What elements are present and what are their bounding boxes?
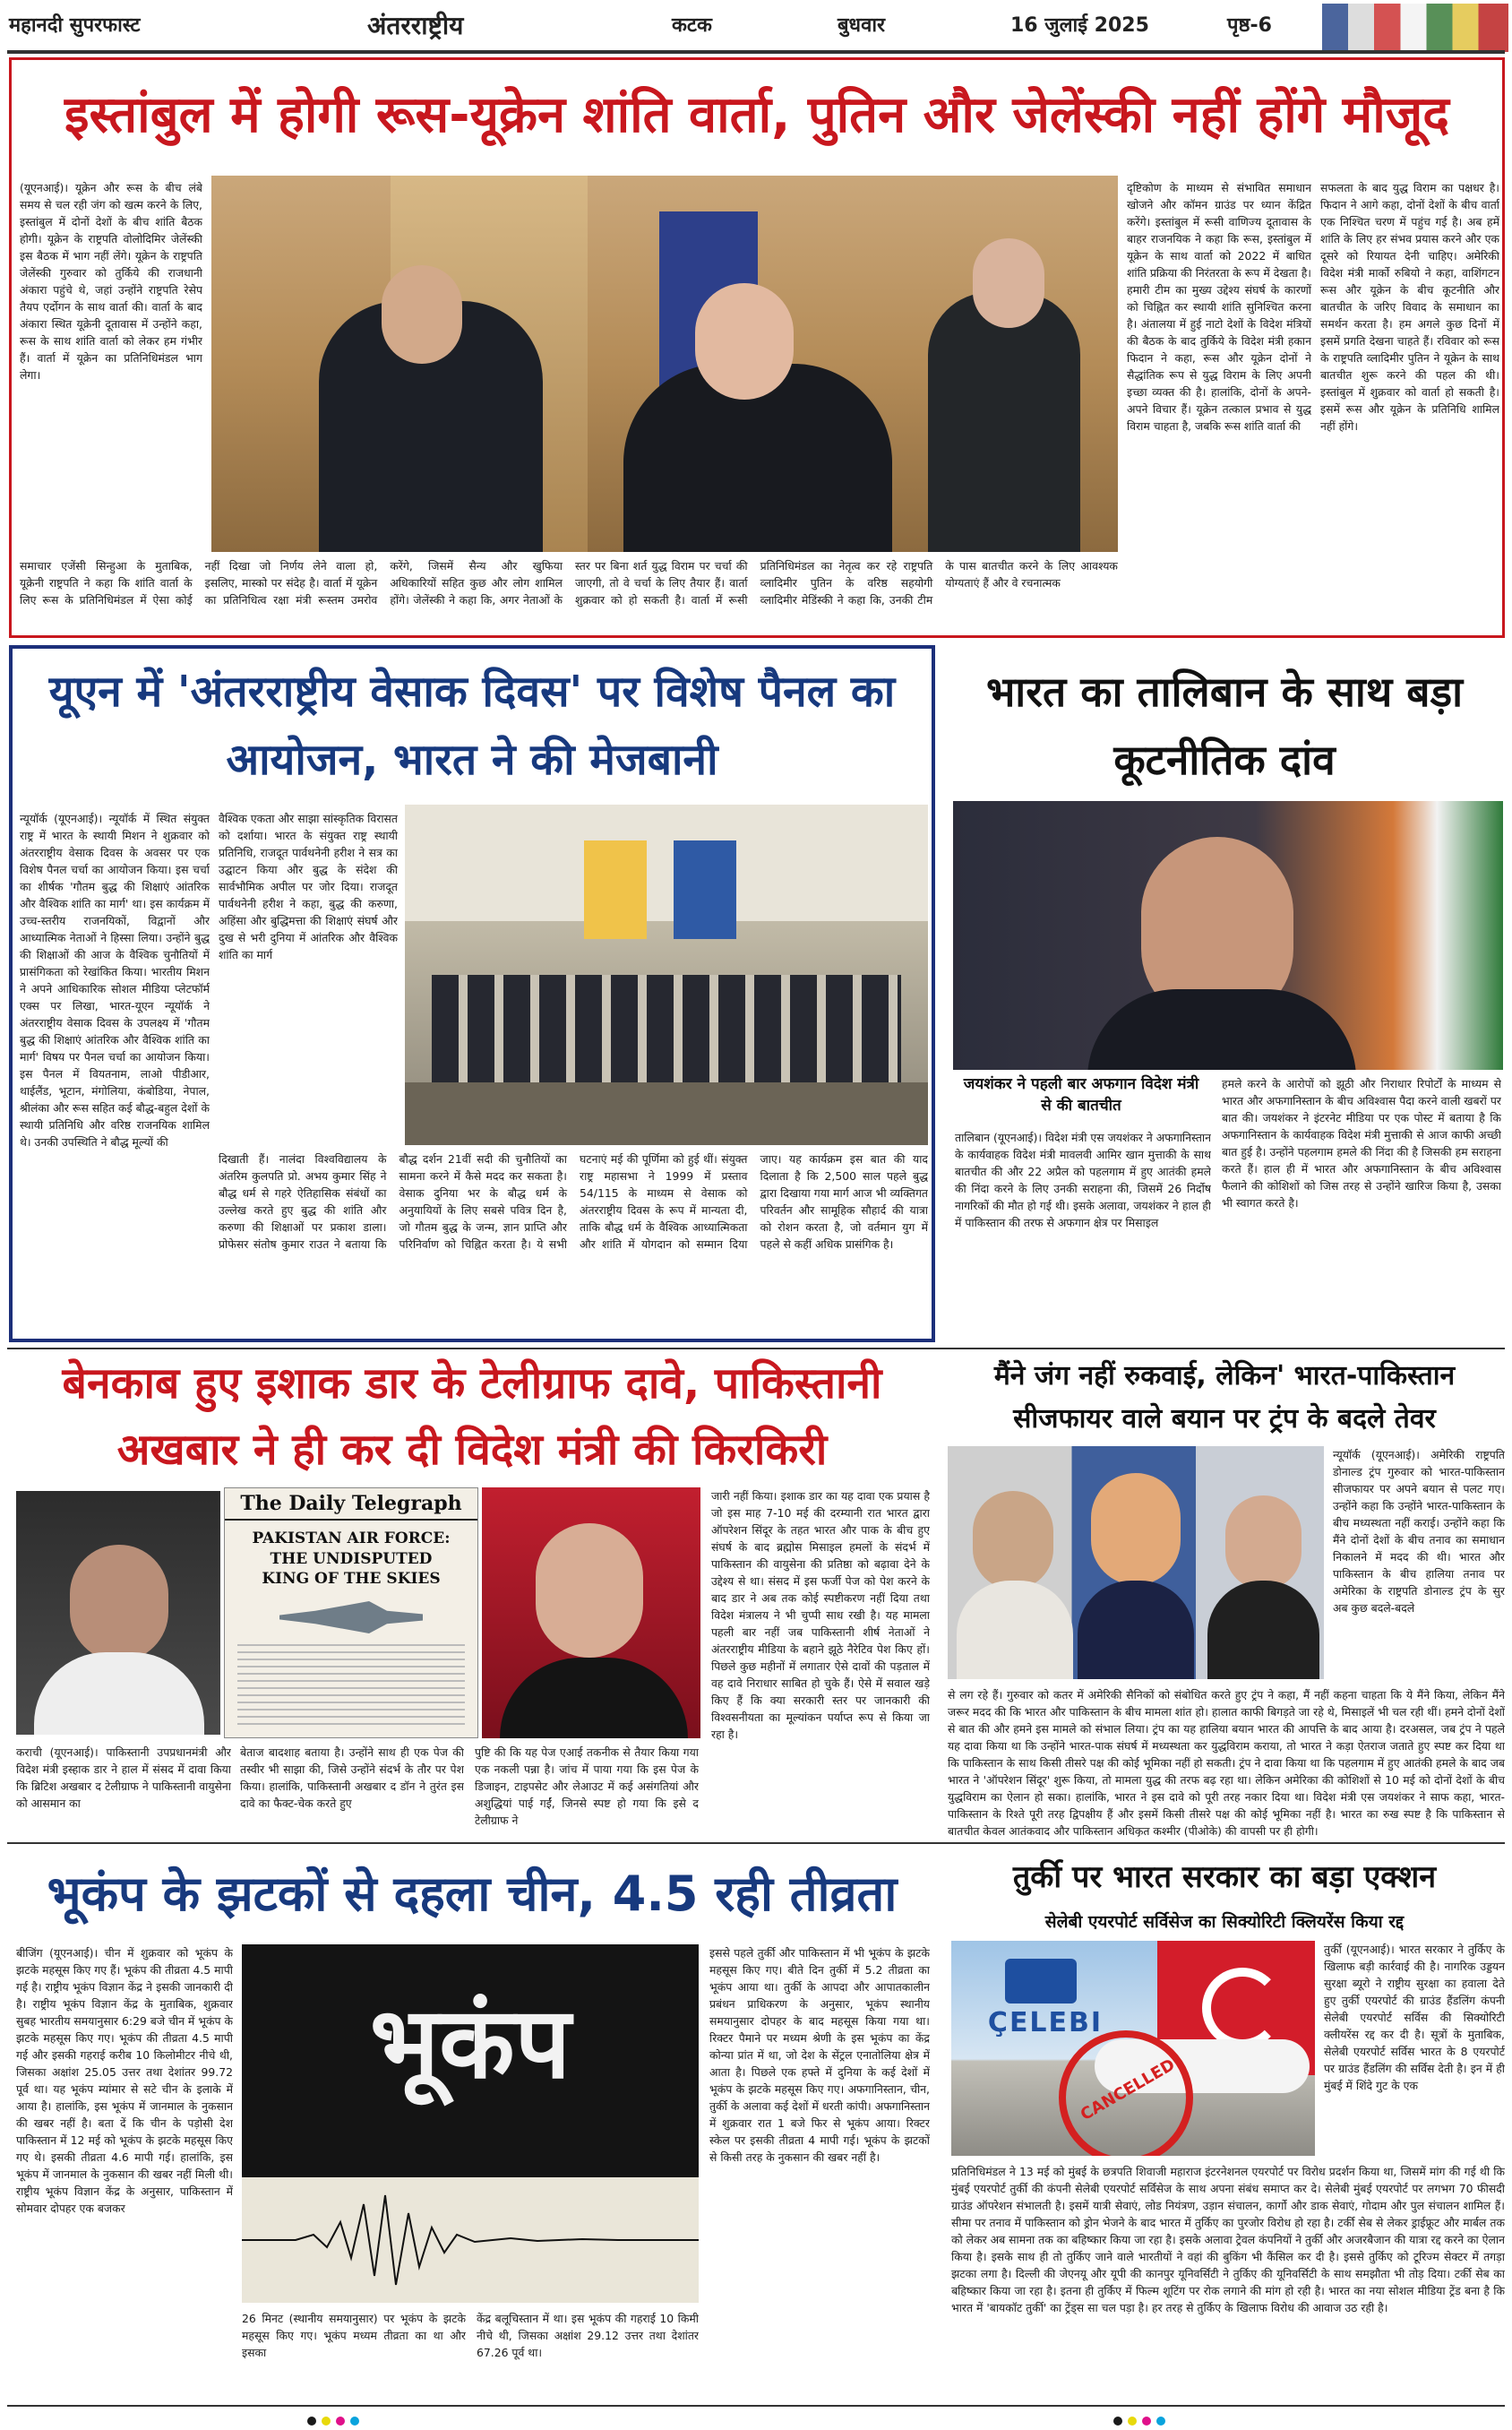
registration-marks-left: [305, 2412, 362, 2429]
graphic-word: भूकंप: [369, 1986, 571, 2100]
story3-photo: [953, 801, 1503, 1070]
divider-lower: [7, 1842, 1505, 1844]
story4-photo-right: [482, 1487, 700, 1738]
story7-subhead: सेलेबी एयरपोर्ट सर्विसेज का सिक्योरिटी क्लियरेंस किया रद्द: [1044, 1912, 1405, 1932]
story4-newspaper-image: [224, 1487, 478, 1738]
story6-col2: 26 मिनट (स्थानीय समयानुसार) पर भूकंप के झटके महसूस किए गए। भूकंप मध्यम तीव्रता का था और इसका: [242, 2312, 466, 2359]
story2-photo: [405, 805, 928, 1145]
jet-graphic: [262, 1601, 441, 1633]
story3-col2: हमले करने के आरोपों को झूठी और निराधार रिपोर्टों के माध्यम से भारत और अफगानिस्तान के बीच अविश्वास पैदा करने वाली खबरों पर बात की। जयशंकर ने इंटरनेट मीडिया पर एक पोस्ट में बताया है कि अफगानिस्तान के कार्यवाहक विदेश मंत्री मुत्ताकी से आज काफी अच्छी बात हुई है। उन्होंने पहलगाम हमले की निंदा की है जिसकी हम सराहना करते हैं। हाल ही में भारत और अफगानिस्तान के बीच अविश्वास फैलाने की कोशिशों को जिस तरह से उन्होंने खारिज किया है, उसका भी स्वागत करते है।: [1222, 1077, 1501, 1210]
story3-col1: तालिबान (यूएनआई)। विदेश मंत्री एस जयशंकर ने अफगानिस्तान के कार्यवाहक विदेश मंत्री मावलवी आमिर खान मुत्ताकी के साथ बातचीत की और 22 अप्रैल को पहलगाम में हुए आतंकी हमले की निंदा करने के लिए उनकी सराहना की, जिसमें 26 निर्दोष नागरिकों की मौत हो गई थी। इसके अलावा, जयशंकर ने हाल ही में पाकिस्तान की तरफ से अफगान क्षेत्र पर मिसाइल: [955, 1131, 1211, 1229]
cancelled-stamp: [1059, 2030, 1193, 2156]
masthead-rule: [7, 50, 1505, 54]
date: 16 जुलाई 2025: [1010, 14, 1149, 37]
story7-headline: तुर्की पर भारत सरकार का बड़ा एक्शन: [1012, 1859, 1437, 1895]
divider-mid: [7, 1348, 1505, 1349]
story5-headline-line2: सीजफायर वाले बयान पर ट्रंप के बदले तेवर: [1013, 1403, 1436, 1435]
story7-bottom-text: प्रतिनिधिमंडल ने 13 मई को मुंबई के छत्रपति शिवाजी महाराज इंटरनेशनल एयरपोर्ट पर विरोध प्रदर्शन किया था, जिसमें मांग की गई थी कि मुंबई एयरपोर्ट तुर्की की कंपनी सेलेबी एयरपोर्ट सर्विसेज के साथ अपना संबंध समाप्त कर दे। सेलेबी मुंबई एयरपोर्ट पर लगभग 70 फीसदी ग्राउंड ऑपरेशन संभालती है। इसमें यात्री सेवाएं, लोड नियंत्रण, उड़ान संचालन, कार्गो और डाक सेवाएं, गोदाम और पुल संचालन शामिल हैं। सीमा पर तनाव में पाकिस्तान को ड्रोन भेजने के बाद भारत में तुर्किए का पुरजोर विरोध हो रहा है। टर्की सेब से लेकर ड्राईफ्रूट और मार्बल तक को लेकर अब सामना तक का बहिष्कार किया जा रहा है। इसके अलावा ट्रेवल कंपनियों ने तुर्की और अजरबैजान की यात्रा रद्द करने का ऐलान किया है। इसके साथ ही तो तुर्किए जाने वाले भारतीयों ने वहां की बुकिंग भी कैंसिल कर दी है। इससे तुर्किए को टूरिज्म सेक्टर में तगड़ा झटका लगा है। दिल्ली की जेएनयू और यूपी की कानपुर यूनिवर्सिटी ने तुर्किए की यूनिवर्सिटी के साथ समझौता भी तोड़ दिया। टर्की सेब का बहिष्कार किया जा रहा है। इतना ही तुर्किए में फिल्म शूटिंग पर रोक लगाने की मांग हो रही है। भारत का नया सोशल मीडिया ट्रेंड बना है कि भारत में 'बायकॉट तुर्की' का ट्रेंड्स सा चल पड़ा है। हर तरह से तुर्किए के खिलाफ विरोध की आवाज उठ रही है।: [951, 2165, 1505, 2314]
story5-headline-line1: मैंने जंग नहीं रुकवाई, लेकिन' भारत-पाकिस्तान: [993, 1360, 1456, 1392]
story6-col3: केंद्र बलूचिस्तान में था। इस भूकंप की गहराई 10 किमी नीचे थी, जिसका अक्षांश 29.12 उत्तर तथा देशांतर 67.26 पूर्व था।: [477, 2312, 699, 2359]
flags-banner: [1322, 4, 1508, 52]
story3-caption-line1: जयशंकर ने पहली बार अफगान विदेश मंत्री: [963, 1075, 1199, 1093]
story2-bottom-text: दिखाती हैं। नालंदा विश्वविद्यालय के अंतरिम कुलपति प्रो. अभय कुमार सिंह ने बौद्ध धर्म से गहरे ऐतिहासिक संबंधों का उल्लेख करते हुए बुद्ध की शांति और करुणा की शिक्षाओं पर प्रकाश डाला। प्रोफेसर संतोष कुमार राउत ने बताया कि बौद्ध दर्शन 21वीं सदी की चुनौतियों का सामना करने में कैसे मदद कर सकता है। वेसाक दुनिया भर के बौद्ध धर्म के अनुयायियों के लिए सबसे पवित्र दिन है, जो गौतम बुद्ध के जन्म, ज्ञान प्राप्ति और परिनिर्वाण को चिह्नित करता है। ये सभी घटनाएं मई की पूर्णिमा को हुई थीं। संयुक्त राष्ट्र महासभा ने 1999 में प्रस्ताव 54/115 के माध्यम से वेसाक को अंतरराष्ट्रीय दिवस के रूप में मान्यता दी, ताकि बौद्ध धर्म के वैश्विक आध्यात्मिकता और शांति में योगदान को सम्मान दिया जाए। यह कार्यक्रम इस बात की याद दिलाता है कि 2,500 साल पहले बुद्ध द्वारा दिखाया गया मार्ग आज भी व्यक्तिगत परिवर्तन और सामूहिक सौहार्द की यात्रा को रोशन करता है, जो वर्तमान युग में पहले से कहीं अधिक प्रासंगिक है।: [219, 1152, 928, 1251]
story4-headline-line2: अखबार ने ही कर दी विदेश मंत्री की किरकिरी: [116, 1425, 828, 1475]
celebi-logo: ÇELEBI: [987, 2007, 1104, 2038]
masthead: [9, 7, 1317, 45]
story1-headline: इस्तांबुल में होगी रूस-यूक्रेन शांति वार्ता, पुतिन और जेलेंस्की नहीं होंगे मौजूद: [64, 86, 1450, 144]
seismograph-graphic: [242, 2141, 699, 2303]
story1-col-right2: सफलता के बाद युद्ध विराम का पक्षधर है। फिदान ने आगे कहा, दोनों देशों के बीच वार्ता एक निश्चित चरण में पहुंच गई है। अब हमें शांति के लिए हर संभव प्रयास करने और एक दूसरे को रियायत देनी चाहिए। अमेरिकी विदेश मंत्री मार्को रुबियो ने कहा, वाशिंगटन रूस और यूक्रेन के बीच कूटनीति और बातचीत के जरिए विवाद के समाधान का समर्थन करता है। हम अगले कुछ दिनों में इसमें प्रगति देखना चाहते हैं। रविवार को रूस के राष्ट्रपति व्लादिमीर पुतिन ने यूक्रेन के साथ बातचीत शुरू करने की पहल की थी। इस्तांबुल में शुक्रवार को वार्ता हो सकती है। इसमें रूस और यूक्रेन के प्रतिनिधि शामिल नहीं होंगे।: [1320, 181, 1499, 433]
story1-col1: (यूएनआई)। यूक्रेन और रूस के बीच लंबे समय से चल रही जंग को खत्म करने के लिए, इस्तांबुल में दोनों देशों के बीच शांति बैठक होगी। यूक्रेन के राष्ट्रपति वोलोदिमिर जेलेंस्की इस बैठक में भाग नहीं लेंगे। यूक्रेन के राष्ट्रपति जेलेंस्की गुरुवार को तुर्किये की राजधानी अंकारा पहुंचे थे, जहां उन्होंने राष्ट्रपति रेसेप तैयप एर्दोगन के साथ वार्ता की। वार्ता के बाद अंकारा स्थित यूक्रेनी दूतावास में उन्होंने कहा, रूस के साथ शांति वार्ता को लेकर हम गंभीर हैं। वार्ता में यूक्रेन का प्रतिनिधिमंडल भाग लेगा।: [20, 181, 202, 382]
story6-graphic: [242, 1944, 699, 2303]
story7-col1: तुर्की (यूएनआई)। भारत सरकार ने तुर्किए के खिलाफ बड़ी कार्रवाई की है। नागरिक उड्डयन सुरक्षा ब्यूरो ने राष्ट्रीय सुरक्षा का हवाला देते हुए तुर्की एयरपोर्ट की ग्राउंड हैंडलिंग कंपनी सेलेबी एयरपोर्ट सर्विस की सिक्योरिटी क्लीयरेंस रद्द कर दी है। सूत्रों के मुताबिक, सेलेबी एयरपोर्ट सर्विस भारत के 8 एयरपोर्ट पर ग्राउंड हैंडलिंग की सर्विस देती है। इन में ही मुंबई में शिंदे गुट के एक: [1324, 1943, 1505, 2092]
newspaper-headline-1: PAKISTAN AIR FORCE:: [252, 1530, 451, 1547]
story4-col4: जारी नहीं किया। इशाक डार का यह दावा एक प्रयास है जो इस माह 7-10 मई की दरम्यानी रात भारत द्वारा ऑपरेशन सिंदूर के तहत भारत और पाक के बीच हुए संघर्ष के बाद ब्रह्मोस मिसाइल हमलों के संदर्भ में पाकिस्तान की वायुसेना की प्रतिष्ठा को बढ़ावा देने के उद्देश्य से था। संसद में इस फर्जी पेज को पेश करने के बाद डार ने अब तक कोई स्पष्टीकरण नहीं दिया तथा विदेश मंत्रालय ने भी चुप्पी साध रखी है। यह मामला पहली बार नहीं जब पाकिस्तानी शीर्ष नेताओं ने अंतरराष्ट्रीय मीडिया के बहाने झूठे नैरेटिव पेश किए हों। पिछले कुछ महीनों में लगातार ऐसे दावों की पड़ताल में वह दावे निराधार साबित हो चुके हैं। ऐसे में सवाल खड़े किए हैं कि क्या सरकारी स्तर पर जानकारी की विश्वसनीयता का मूल्यांकन पर्याप्त रूप से किया जा रहा है।: [711, 1489, 930, 1741]
newspaper-headline-2: THE UNDISPUTED: [270, 1550, 433, 1568]
newspaper-headline-3: KING OF THE SKIES: [262, 1570, 441, 1588]
newspaper-masthead: The Daily Telegraph: [225, 1488, 477, 1521]
story3-caption-line2: से की बातचीत: [1041, 1097, 1121, 1115]
story2-headline-line1: यूएन में 'अंतरराष्ट्रीय वेसाक दिवस' पर विशेष पैनल का: [48, 667, 896, 717]
story2-col1: न्यूयॉर्क (यूएनआई)। न्यूयॉर्क में स्थित संयुक्त राष्ट्र में भारत के स्थायी मिशन ने शुक्रवार को अंतरराष्ट्रीय वेसाक दिवस के अवसर पर एक विशेष पैनल चर्चा का आयोजन किया। इस चर्चा का शीर्षक 'गौतम बुद्ध की शिक्षाएं आंतरिक और वैश्विक शांति का मार्ग' था। इस कार्यक्रम में उच्च-स्तरीय राजनयिकों, विद्वानों और आध्यात्मिक नेताओं ने हिस्सा लिया। उन्होंने बुद्ध की शिक्षाओं की आज के वैश्विक चुनौतियों में प्रासंगिकता को रेखांकित किया। भारतीय मिशन ने अपने आधिकारिक सोशल मीडिया प्लेटफॉर्म एक्स पर लिखा, भारत-यूएन न्यूयॉर्क ने अंतरराष्ट्रीय वेसाक दिवस के उपलक्ष्य में 'गौतम बुद्ध की शिक्षाएं आंतरिक और वैश्विक शांति का मार्ग' विषय पर पैनल चर्चा का आयोजन किया। इस पैनल में वियतनाम, लाओ पीडीआर, थाईलैंड, भूटान, मंगोलिया, कंबोडिया, नेपाल, श्रीलंका और रूस सहित कई बौद्ध-बहुल देशों के स्थायी प्रतिनिधि और वरिष्ठ राजनयिक शामिल थे। उनकी उपस्थिति ने बौद्ध मूल्यों की: [20, 812, 210, 1149]
page-number: पृष्ठ-6: [1227, 14, 1272, 37]
story4-photo-left: [16, 1491, 220, 1735]
paper-name: महानदी सुपरफास्ट: [9, 14, 141, 37]
story1-bottom-text: समाचार एजेंसी सिन्हुआ के मुताबिक, यूक्रेनी राष्ट्रपति ने कहा कि शांति वार्ता के लिए रूस के प्रतिनिधिमंडल में ऐसा कोई नहीं दिखा जो निर्णय लेने वाला हो, इसलिए, मास्को पर संदेह है। वार्ता में यूक्रेन का प्रतिनिधित्व रक्षा मंत्री रूस्तम उमरोव करेंगे, जिसमें सैन्य और खुफिया अधिकारियों सहित कुछ और लोग शामिल होंगे। जेलेंस्की ने कहा कि, अगर नेताओं के स्तर पर बिना शर्त युद्ध विराम पर चर्चा की जाएगी, तो वे चर्चा के लिए तैयार हैं। वार्ता शुक्रवार को हो सकती है। वार्ता में रूसी प्रतिनिधिमंडल का नेतृत्व कर रहे राष्ट्रपति व्लादिमीर पुतिन के वरिष्ठ सहयोगी व्लादिमीर मेडिंस्की ने कहा कि, उनकी टीम के पास बातचीत करने के लिए आवश्यक योग्यताएं हैं और वे रचनात्मक: [20, 559, 1118, 607]
registration-marks-right: [1111, 2412, 1168, 2429]
story1-photo: [211, 176, 1118, 552]
story6-headline: भूकंप के झटकों से दहला चीन, 4.5 रही तीव्रता: [47, 1866, 898, 1922]
story6-col4: इससे पहले तुर्की और पाकिस्तान में भी भूकंप के झटके महसूस किए गए। बीते दिन तुर्की में 5.2 तीव्रता का भूकंप आया था। तुर्की के आपदा और आपातकालीन प्रबंधन प्राधिकरण के अनुसार, भूकंप स्थानीय समयानुसार दोपहर के बाद महसूस किया गया था। रिक्टर पैमाने पर मध्यम श्रेणी के इस भूकंप का केंद्र कोन्या प्रांत में था, जो देश के सेंट्रल एनातोलिया क्षेत्र में आता है। पिछले एक हफ्ते में दुनिया के कई देशों में भूकंप के झटके महसूस किए गए। अफगानिस्तान, चीन, तुर्की के अलावा कई देशों में धरती कांपी। अफगानिस्तान में शुक्रवार रात 1 बजे फिर से भूकंप आया। रिक्टर स्केल पर इसकी तीव्रता 4 मापी गई। भूकंप के झटकों से किसी तरह के नुकसान की खबर नहीं है।: [709, 1946, 930, 2164]
story1-col-right1: दृष्टिकोण के माध्यम से संभावित समाधान खोजने और कॉमन ग्राउंड पर ध्यान केंद्रित करेंगे। इस्तांबुल में रूसी वाणिज्य दूतावास के बाहर राजनयिक ने कहा कि रूस, इस्तांबुल में यूक्रेन के साथ वार्ता को 2022 में बाधित शांति प्रक्रिया की निरंतरता के रूप में देखता है। हमारी टीम का मुख्य उद्देश्य संघर्ष के कारणों को चिह्नित कर स्थायी शांति सुनिश्चित करना है। अंतालया में हुई नाटो देशों के विदेश मंत्रियों की बैठक के बाद तुर्किये के विदेश मंत्री हकान फिदान ने कहा, रूस और यूक्रेन दोनों ने सैद्धांतिक रूप से युद्ध विराम के लिए अपनी इच्छा व्यक्त की है। हालांकि, दोनों के अपने-अपने विचार हैं। यूक्रेन तत्काल प्रभाव से युद्ध विराम चाहता है, जबकि रूस शांति वार्ता की: [1127, 181, 1311, 433]
story6-col1: बीजिंग (यूएनआई)। चीन में शुक्रवार को भूकंप के झटके महसूस किए गए हैं। भूकंप की तीव्रता 4.5 मापी गई है। राष्ट्रीय भूकंप विज्ञान केंद्र ने इसकी जानकारी दी है। राष्ट्रीय भूकंप विज्ञान केंद्र के मुताबिक, शुक्रवार सुबह भारतीय समयानुसार 6:29 बजे चीन में भूकंप के झटके महसूस किए गए। भूकंप की तीव्रता 4.5 मापी गई और इसकी गहराई करीब 10 किलोमीटर नीचे थी, जिसका अक्षांश 25.05 उत्तर तथा देशांतर 99.72 पूर्व था। यह भूकंप म्यांमार से सटे चीन के इलाके में आया है। हालांकि, इस भूकंप में जानमाल के नुकसान की खबर नहीं है। बता दें कि चीन के पड़ोसी देश पाकिस्तान में 12 मई को भूकंप के झटके महसूस किए गए थे। इसकी तीव्रता 4.6 मापी गई। हालांकि, इस भूकंप में जानमाल के नुकसान की खबर नहीं मिली थी। राष्ट्रीय भूकंप विज्ञान केंद्र के अनुसार, पाकिस्तान में सोमवार दोपहर एक बजकर: [16, 1946, 233, 2215]
story3-headline-line2: कूटनीतिक दांव: [1113, 736, 1336, 784]
story2-col2: वैश्विक एकता और साझा सांस्कृतिक विरासत को दर्शाया। भारत के संयुक्त राष्ट्र स्थायी प्रतिनिधि, राजदूत पार्वथनेनी हरीश ने सत्र का उद्घाटन किया और बुद्ध के संदेश की सार्वभौमिक अपील पर जोर दिया। राजदूत पार्वथनेनी हरीश ने कहा, बुद्ध की करुणा, अहिंसा और बुद्धिमत्ता की शिक्षाएं संघर्ष और दुख से भरी दुनिया में आंतरिक और वैश्विक शांति का मार्ग: [219, 812, 398, 961]
story5-col-top: न्यूयॉर्क (यूएनआई)। अमेरिकी राष्ट्रपति डोनाल्ड ट्रंप गुरुवार को भारत-पाकिस्तान सीजफायर पर अपने बयान से पलट गए। उन्होंने कहा कि उन्होंने भारत-पाकिस्तान के बीच मध्यस्थता नहीं कराई। उन्होंने कहा कि मैंने दोनों देशों के बीच तनाव का समाधान निकालने में मदद की थी। भारत और पाकिस्तान के बीच हालिया तनाव पर अमेरिका के राष्ट्रपति डोनाल्ड ट्रंप के सुर अब कुछ बदले-बदले: [1333, 1448, 1505, 1615]
stamp-text: CANCELLED: [1077, 2055, 1179, 2125]
story7-photo: [951, 1941, 1315, 2156]
story3-headline-line1: भारत का तालिबान के साथ बड़ा: [985, 668, 1464, 716]
story4-headline-line1: बेनकाब हुए इशाक डार के टेलीग्राफ दावे, पाकिस्तानी: [62, 1358, 882, 1409]
city: कटक: [672, 14, 712, 37]
footer-rule: [7, 2405, 1505, 2407]
story5-photo: [948, 1446, 1324, 1679]
story4-col1: कराची (यूएनआई)। पाकिस्तानी उपप्रधानमंत्री और विदेश मंत्री इस्हाक डार ने हाल में संसद में दावा किया कि ब्रिटिश अखबार द टेलीग्राफ ने पाकिस्तानी वायुसेना को आसमान का: [16, 1745, 231, 1810]
story5-bottom-text: से लग रहे हैं। गुरुवार को कतर में अमेरिकी सैनिकों को संबोधित करते हुए ट्रंप ने कहा, मैं नहीं कहना चाहता कि ये मैंने किया, लेकिन मैंने जरूर मदद की कि भारत और पाकिस्तान के बीच मामला शांत हो। हालात काफी बिगड़ते जा रहे थे, मिसाइलें भी चल रही थीं। हमने दोनों देशों से बात की और हमने इस मामले को संभाल लिया। ट्रंप का यह हालिया बयान भारत की आपत्ति के बाद आया है। दरअसल, जब ट्रंप ने पहले यह दावा किया था कि उन्होंने भारत-पाक संघर्ष में मध्यस्थता कर युद्धविराम कराया, तो भारत ने कड़ा ऐतराज जताते हुए स्पष्ट कर दिया था कि पाकिस्तान के साथ किसी तीसरे पक्ष की कोई भूमिका नहीं हो सकती। ट्रंप ने दावा किया था कि पहलगाम में हुए आतंकी हमले के बाद जब भारत ने 'ऑपरेशन सिंदूर' शुरू किया, तो मामला युद्ध की तरफ बढ़ रहा था। लेकिन अमेरिका की कोशिशों से 10 मई को दोनों देशों के बीच युद्धविराम का ऐलान हो सका। हालांकि, भारत ने इस दावे को पूरी तरह नकार दिया था। विदेश मंत्री एस जयशंकर ने साफ कहा, भारत-पाकिस्तान के रिश्ते पूरी तरह द्विपक्षीय हैं और इसमें किसी तीसरे पक्ष की कोई भूमिका नहीं है। भारत का रुख स्पष्ट है कि पाकिस्तान से बातचीत केवल आतंकवाद और पाकिस्तान अधिकृत कश्मीर (पीओके) की वापसी पर ही होगी।: [948, 1688, 1505, 1837]
story2-headline-line2: आयोजन, भारत ने की मेजबानी: [226, 735, 718, 785]
section-name: अंतरराष्ट्रीय: [367, 11, 464, 40]
story4-col3: पुष्टि की कि यह पेज एआई तकनीक से तैयार किया गया एक नकली पन्ना है। जांच में पाया गया कि इस पेज के डिजाइन, टाइपसेट और लेआउट में कई असंगतियां और अशुद्धियां पाई गईं, जिनसे स्पष्ट हो गया कि इसे द टेलीग्राफ ने: [475, 1745, 699, 1827]
day: बुधवार: [838, 14, 886, 37]
story4-col2: बेताज बादशाह बताया है। उन्होंने साथ ही एक पेज की तस्वीर भी साझा की, जिसे उन्होंने संदर्भ के तौर पर पेश किया। हालांकि, पाकिस्तानी अखबार द डॉन ने तुरंत इस दावे का फैक्ट-चेक करते हुए: [240, 1745, 464, 1810]
